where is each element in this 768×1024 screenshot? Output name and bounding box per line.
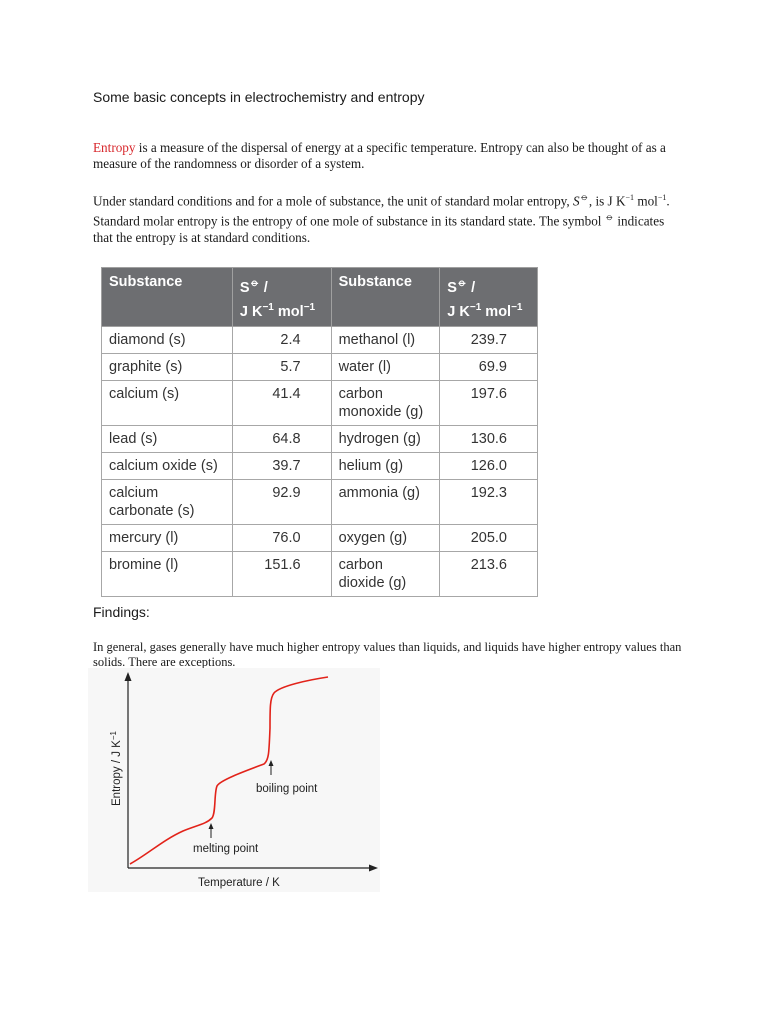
entropy-symbol: S — [573, 193, 580, 209]
unit-paragraph — [93, 189, 673, 246]
substance-cell: diamond (s) — [102, 326, 233, 353]
entropy-value-cell: 2.4 — [232, 326, 331, 353]
substance-cell: oxygen (g) — [331, 524, 440, 551]
substance-cell: graphite (s) — [102, 353, 233, 380]
unit-text-3: mol — [634, 193, 658, 209]
table-row — [102, 551, 538, 596]
table-row — [102, 524, 538, 551]
substance-cell: calcium carbonate (s) — [102, 479, 233, 524]
table-row — [102, 353, 538, 380]
melting-point-label: melting point — [193, 843, 259, 855]
substance-cell: ammonia (g) — [331, 479, 440, 524]
findings-text: In general, gases generally have much higher entropy values than liquids, and liquids have higher entropy values than solids. There are exceptions. — [93, 640, 682, 669]
unit-text-1: Under standard conditions and for a mole of substance, the unit of standard molar entropy, — [93, 193, 573, 209]
x-axis-label: Temperature / K — [198, 877, 280, 889]
substance-cell: methanol (l) — [331, 326, 440, 353]
entropy-value-cell: 192.3 — [440, 479, 538, 524]
table-row — [102, 452, 538, 479]
entropy-value-cell: 76.0 — [232, 524, 331, 551]
page-heading: Some basic concepts in electrochemistry and entropy — [93, 89, 425, 105]
boiling-point-label: boiling point — [256, 783, 318, 795]
standard-state-symbol: ⦵ — [579, 191, 589, 203]
standard-state-symbol: ⦵ — [604, 211, 615, 224]
melting-arrow-icon — [209, 823, 214, 829]
entropy-value-cell: 130.6 — [440, 425, 538, 452]
substance-cell: bromine (l) — [102, 551, 233, 596]
entropy-value-cell: 92.9 — [232, 479, 331, 524]
col-header-entropy: S⦵ / J $K^{-1}$ mol$^{-1}$ — [232, 268, 331, 327]
entropy-value-cell: 39.7 — [232, 452, 331, 479]
col-header-entropy: S⦵ / J $K^{-1}$ mol$^{-1}$ — [440, 268, 538, 327]
unit-text-5: indicates that the entropy is at standard conditions. — [93, 213, 665, 245]
unit-text-2: , is J K — [588, 193, 626, 209]
substance-cell: mercury (l) — [102, 524, 233, 551]
y-axis-label: Entropy / J $K^{-1}$ — [109, 731, 123, 806]
y-axis-arrow-icon — [125, 672, 132, 681]
entropy-definition — [93, 140, 673, 172]
entropy-table — [101, 267, 538, 597]
table-row — [102, 380, 538, 425]
substance-cell: water (l) — [331, 353, 440, 380]
entropy-value-cell: 213.6 — [440, 551, 538, 596]
unit-superscript: −1 — [625, 193, 635, 202]
substance-cell: calcium oxide (s) — [102, 452, 233, 479]
unit-superscript: −1 — [657, 193, 667, 202]
entropy-value-cell: 41.4 — [232, 380, 331, 425]
table-row — [102, 479, 538, 524]
substance-cell: hydrogen (g) — [331, 425, 440, 452]
col-header-substance: Substance — [331, 268, 440, 327]
entropy-value-cell: 69.9 — [440, 353, 538, 380]
entropy-value-cell: 5.7 — [232, 353, 331, 380]
substance-cell: calcium (s) — [102, 380, 233, 425]
substance-cell: carbon monoxide (g) — [331, 380, 440, 425]
entropy-curve — [130, 677, 328, 864]
table-row — [102, 326, 538, 353]
table-header-row — [102, 268, 538, 327]
findings-heading: Findings: — [93, 604, 150, 620]
boiling-arrow-icon — [269, 760, 274, 766]
entropy-value-cell: 64.8 — [232, 425, 331, 452]
entropy-value-cell: 126.0 — [440, 452, 538, 479]
x-axis-arrow-icon — [369, 865, 378, 872]
substance-cell: helium (g) — [331, 452, 440, 479]
entropy-term: Entropy — [93, 140, 136, 155]
entropy-value-cell: 239.7 — [440, 326, 538, 353]
entropy-value-cell: 205.0 — [440, 524, 538, 551]
entropy-temperature-graph — [88, 668, 380, 892]
entropy-value-cell: 197.6 — [440, 380, 538, 425]
substance-cell: carbon dioxide (g) — [331, 551, 440, 596]
col-header-substance: Substance — [102, 268, 233, 327]
unit-text-4: . Standard molar entropy is the entropy of one mole of substance in its standard state. The symbol — [93, 193, 670, 229]
entropy-definition-text: is a measure of the dispersal of energy at a specific temperature. Entropy can also be thought of as a measure of the randomness or disorder of a system. — [93, 140, 666, 171]
substance-cell: lead (s) — [102, 425, 233, 452]
entropy-value-cell: 151.6 — [232, 551, 331, 596]
table-row — [102, 425, 538, 452]
